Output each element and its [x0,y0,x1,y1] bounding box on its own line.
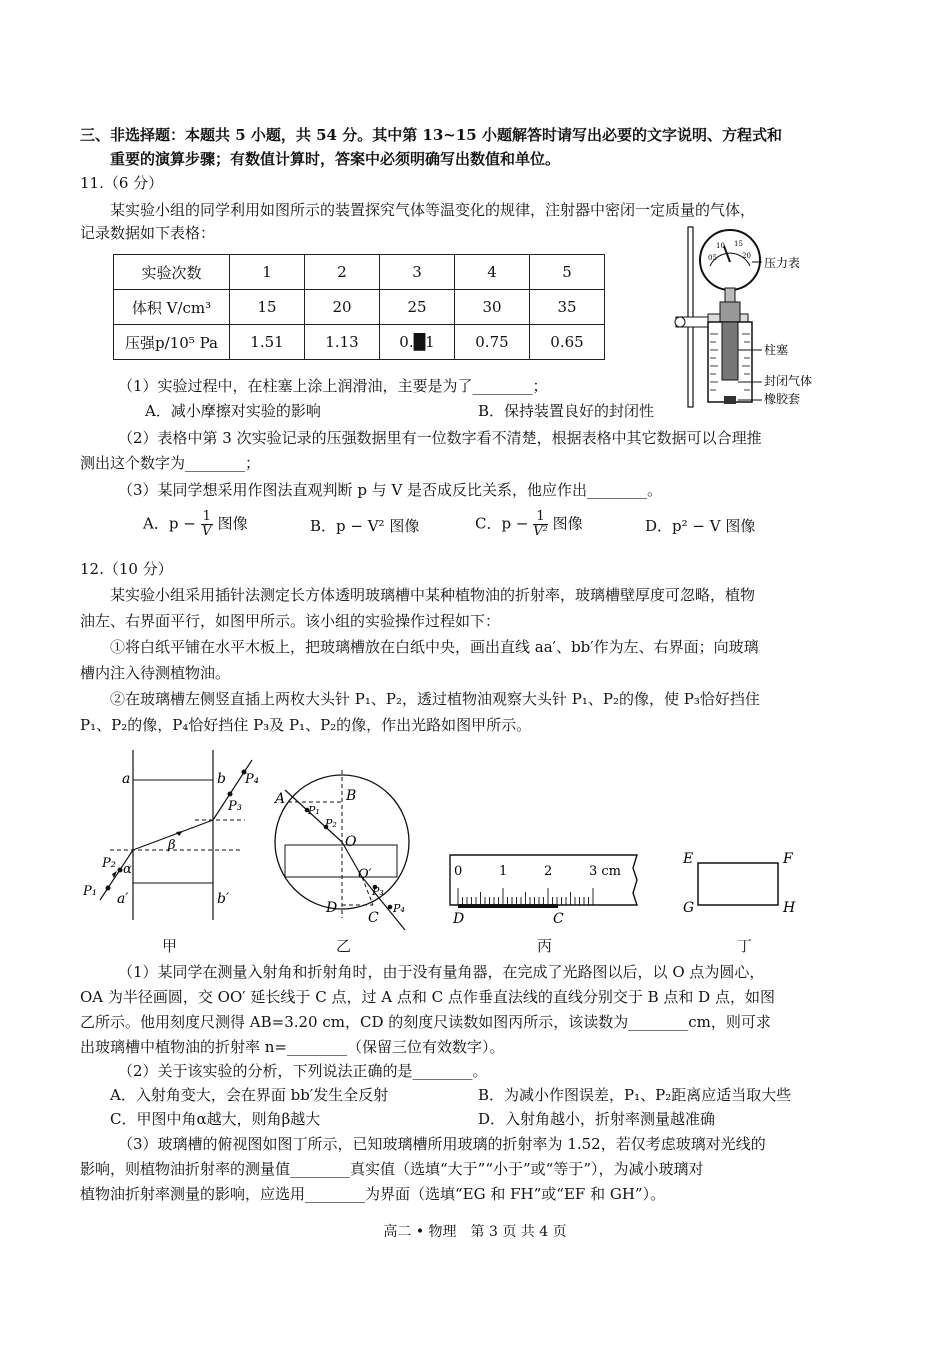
section-header-line2: 重要的演算步骤；有数值计算时，答案中必须明确写出数值和单位。 [110,150,561,168]
syringe-apparatus-figure [668,222,818,412]
gauge-tick: 05 [708,254,717,262]
label-b-prime: b′ [217,891,230,907]
q12-step1-line1: ①将白纸平铺在水平木板上，把玻璃槽放在白纸中央，画出直线 aa′、bb′作为左、右界面；向玻璃 [110,638,759,656]
label-alpha: α [123,862,132,877]
q11-intro-line1: 某实验小组的同学利用如图所示的装置探究气体等温变化的规律，注射器中密闭一定质量的气体， [110,201,756,219]
q12-part1-line2: OA 为半径画圆，交 OO′ 延长线于 C 点，过 A 点和 C 点作垂直法线的直线分别交于 B 点和 D 点，如图 [80,988,775,1006]
caption-ding: 丁 [737,937,753,955]
table-cell: 0.75 [455,325,530,360]
gauge-tick: 15 [734,240,743,248]
label-beta: β [168,838,176,853]
caption-yi: 乙 [336,937,352,955]
table-cell: 1.13 [305,325,380,360]
label-p2: P₂ [102,856,116,871]
option-c-prefix: C．p − [475,514,529,533]
fraction-den: V² [533,524,548,539]
table-cell: 35 [530,290,605,325]
table-row [114,255,605,290]
fraction [201,510,213,539]
table-row [114,290,605,325]
ruler-tick-1: 1 [499,864,508,879]
table-cell: 0.65 [530,325,605,360]
label-a-prime: a′ [117,891,129,907]
q12-part2: （2）关于该实验的分析，下列说法正确的是________。 [118,1062,488,1080]
gauge-tick: 10 [716,242,725,250]
table-cell: 0.█1 [380,325,455,360]
caption-bing: 丙 [537,937,553,955]
q11-intro-line2: 记录数据如下表格： [80,224,216,242]
table-cell: 3 [380,255,455,290]
fraction-den: V [202,524,212,539]
label-G: G [683,900,695,916]
page-footer: 高二 • 物理 第 3 页 共 4 页 [383,1224,567,1240]
label-b: b [217,771,226,787]
table-header-volume: 体积 V/cm³ [114,290,230,325]
label-B: B [346,788,357,804]
table-cell: 4 [455,255,530,290]
q12-part2-option-c: C．甲图中角α越大，则角β越大 [110,1110,321,1128]
q11-part2-line2: 测出这个数字为________； [80,454,261,472]
q11-data-table [113,254,605,360]
label-a: a [122,771,131,787]
q11-part2-line1: （2）表格中第 3 次实验记录的压强数据里有一位数字看不清楚，根据表格中其它数据可以合理推 [118,429,762,447]
rubber-label: 橡胶套 [764,392,801,406]
label-D: D [453,911,465,927]
caption-jia: 甲 [162,937,178,955]
q12-part3-line1: （3）玻璃槽的俯视图如图丁所示，已知玻璃槽所用玻璃的折射率为 1.52，若仅考虑玻璃对光线的 [118,1135,766,1153]
label-p3: P₃ [372,885,384,898]
q12-part3-line2: 影响，则植物油折射率的测量值________真实值（选填“大于”“小于”或“等于”），为减小玻璃对 [80,1160,704,1178]
q12-part3-line3: 植物油折射率测量的影响，应选用________为界面（选填“EG 和 FH”或“EF 和 GH”）。 [80,1185,666,1203]
table-cell: 30 [455,290,530,325]
q12-intro-line2: 油左、右界面平行，如图甲所示。该小组的实验操作过程如下： [80,612,501,630]
ruler-tick-0: 0 [454,864,463,879]
label-D: D [326,900,338,916]
table-cell: 1 [230,255,305,290]
label-E: E [683,851,694,867]
label-C: C [553,911,564,927]
q12-step1-line2: 槽内注入待测植物油。 [80,664,231,682]
ruler-tick-2: 2 [544,864,553,879]
q11-part1-option-b: B．保持装置良好的封闭性 [478,402,655,420]
q11-part1-option-a: A．减小摩擦对实验的影响 [145,402,321,420]
label-p1: P₁ [308,804,320,817]
table-row [114,325,605,360]
label-p4: P₄ [245,772,259,787]
label-p3: P₃ [228,799,242,814]
fraction [533,510,548,539]
q11-number: 11.（6 分） [80,174,164,192]
table-cell: 1.51 [230,325,305,360]
q12-part1-line4: 出玻璃槽中植物油的折射率 n=________（保留三位有效数字）。 [80,1038,505,1056]
option-a-prefix: A．p − [143,514,196,533]
figure-jia [80,745,270,930]
label-O-prime: O′ [358,867,372,882]
figure-ding [680,848,800,923]
q12-part2-option-d: D．入射角越小，折射率测量越准确 [478,1110,716,1128]
q11-part3: （3）某同学想采用作图法直观判断 p 与 V 是否成反比关系，他应作出________。 [118,481,663,499]
section-header-line1: 三、非选择题：本题共 5 小题，共 54 分。其中第 13~15 小题解答时请写出必要的文字说明、方程式和 [80,126,782,144]
table-cell: 20 [305,290,380,325]
label-p1: P₁ [83,884,97,899]
q12-part2-option-b: B．为减小作图误差，P₁、P₂距离应适当取大些 [478,1086,792,1104]
fraction-num: 1 [202,509,211,524]
table-cell: 15 [230,290,305,325]
plunger-label: 柱塞 [764,343,789,357]
q12-part1-line1: （1）某同学在测量入射角和折射角时，由于没有量角器，在完成了光路图以后，以 O 点为圆心， [118,963,765,981]
q11-part1: （1）实验过程中，在柱塞上涂上润滑油，主要是为了________； [118,377,548,395]
label-H: H [783,900,796,916]
gauge-label: 压力表 [764,256,801,270]
q12-part1-line3: 乙所示。他用刻度尺测得 AB=3.20 cm，CD 的刻度尺读数如图丙所示，该读数为________cm，则可求 [80,1013,771,1031]
option-a-suffix: 图像 [217,514,248,533]
label-C: C [368,910,379,926]
q11-part3-option-a [143,510,248,539]
label-p2: P₂ [325,817,337,830]
q12-intro-line1: 某实验小组采用插针法测定长方体透明玻璃槽中某种植物油的折射率，玻璃槽壁厚度可忽略，植物 [110,586,756,604]
q12-part2-option-a: A．入射角变大，会在界面 bb′发生全反射 [110,1086,389,1104]
gas-label: 封闭气体 [764,374,813,388]
table-cell: 5 [530,255,605,290]
q11-part3-option-b: B．p − V² 图像 [310,517,420,535]
table-cell: 25 [380,290,455,325]
fraction-num: 1 [533,510,548,525]
q12-step2-line1: ②在玻璃槽左侧竖直插上两枚大头针 P₁、P₂，透过植物油观察大头针 P₁、P₂的像，使 P₃恰好挡住 [110,690,760,708]
table-cell: 2 [305,255,380,290]
q11-part3-option-d: D．p² − V 图像 [645,517,756,535]
label-p4: P₄ [393,902,405,915]
label-F: F [783,851,793,867]
ruler-tick-3cm: 3 cm [589,864,622,879]
table-header-trial: 实验次数 [114,255,230,290]
figure-bing [445,850,645,930]
q11-part3-option-c [475,510,583,539]
label-O: O [345,834,357,850]
figure-yi [270,770,420,930]
option-c-suffix: 图像 [552,514,583,533]
table-header-pressure: 压强p/10⁵ Pa [114,325,230,360]
label-A: A [275,791,286,807]
q12-number: 12.（10 分） [80,560,173,578]
q12-step2-line2: P₁、P₂的像，P₄恰好挡住 P₃及 P₁、P₂的像，作出光路如图甲所示。 [80,716,532,734]
gauge-tick: 20 [742,252,751,260]
